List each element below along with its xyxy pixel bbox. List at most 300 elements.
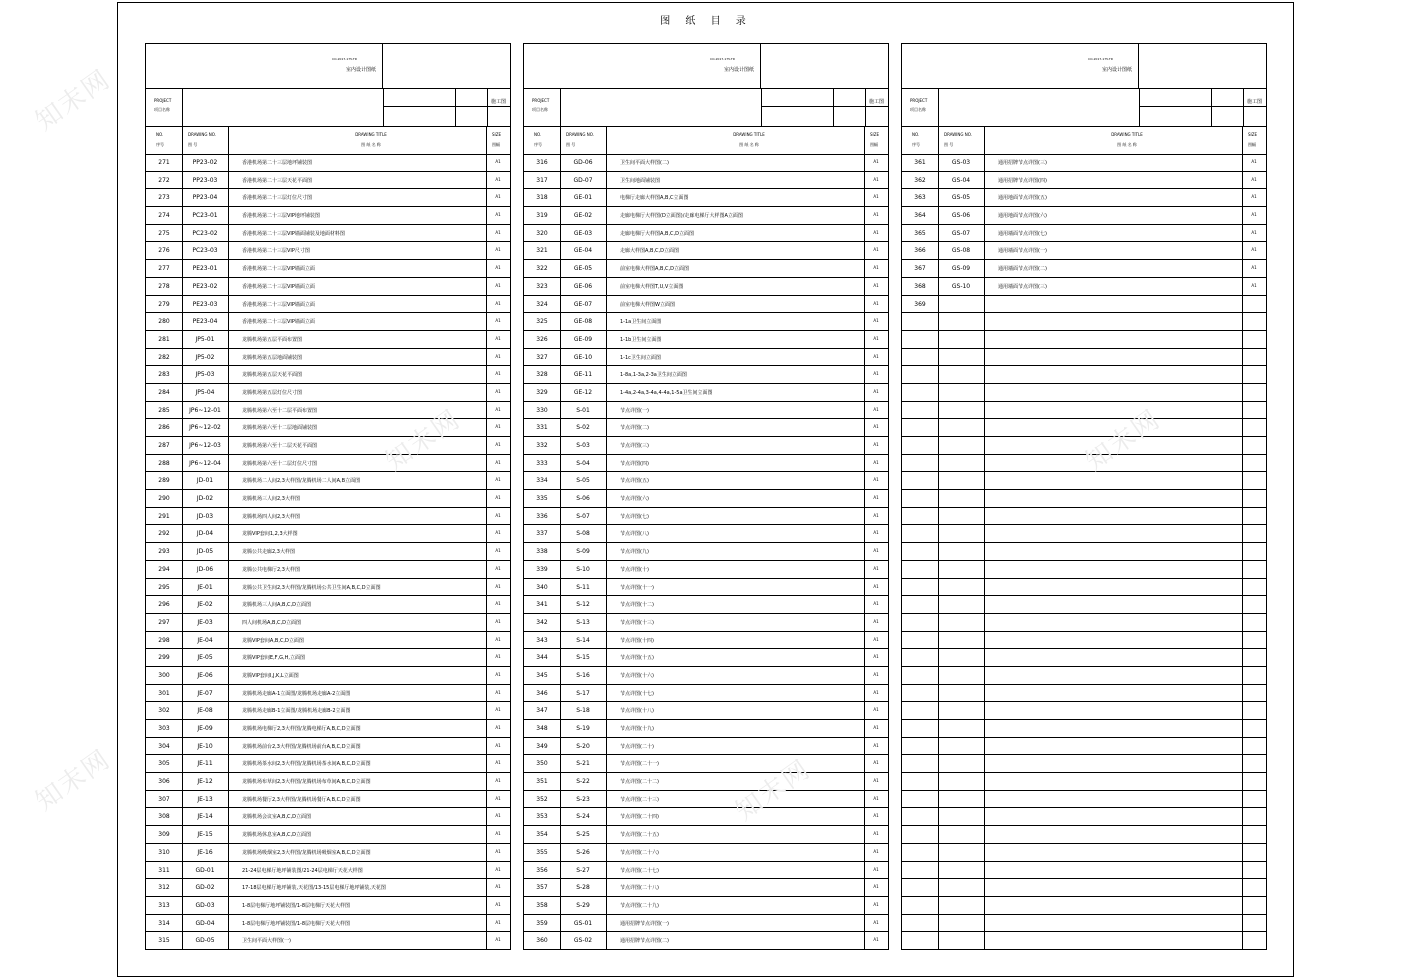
drawing-title: 龙腾机场三人间A,B,C,D立面图 bbox=[242, 602, 311, 609]
drawing-title: 1-8层电梯厅地坪铺装图/1-8层电梯厅天花大样图 bbox=[242, 920, 351, 927]
drawing-title: 节点详图(二十) bbox=[620, 743, 654, 750]
drawing-title: 香港机场第二十三层VIP墙面立面 bbox=[242, 301, 315, 308]
sheet-size: A1 bbox=[873, 848, 879, 854]
sheet-size: A1 bbox=[495, 601, 501, 607]
drawing-number: S-25 bbox=[576, 831, 590, 839]
drawing-number: S-09 bbox=[576, 548, 590, 556]
col-title-cn: 图 纸 名 称 bbox=[739, 142, 759, 147]
drawing-title: 龙腾公共电梯厅2,3大样图 bbox=[242, 566, 300, 573]
table-row bbox=[524, 349, 888, 367]
table-row bbox=[524, 808, 888, 826]
row-number: 343 bbox=[536, 636, 548, 644]
drawing-title: 通用墙面节点详图(三) bbox=[998, 283, 1047, 290]
drawing-title: 走廊电梯厅大样图A,B,C,D立面图 bbox=[620, 230, 694, 237]
row-number: 362 bbox=[914, 176, 926, 184]
row-number: 313 bbox=[158, 901, 170, 909]
table-row bbox=[524, 738, 888, 756]
drawing-number: GE-11 bbox=[573, 371, 593, 379]
drawing-number: JE-07 bbox=[197, 689, 213, 697]
drawing-number: JP6~12-03 bbox=[189, 442, 221, 449]
sheet-size: A1 bbox=[873, 477, 879, 483]
table-row bbox=[524, 932, 888, 950]
drawing-title: 香港机场第二十三层天花平面图 bbox=[242, 177, 313, 184]
row-number: 290 bbox=[158, 495, 170, 503]
table-row bbox=[146, 437, 510, 455]
drawing-number: S-14 bbox=[576, 636, 590, 644]
drawing-number: S-20 bbox=[576, 742, 590, 750]
table-row bbox=[902, 755, 1266, 773]
sheet-size: A1 bbox=[873, 919, 879, 925]
col-no-en: NO. bbox=[912, 132, 920, 137]
row-number: 322 bbox=[536, 265, 548, 273]
col-size-cn: 图幅 bbox=[1248, 142, 1256, 147]
table-row bbox=[146, 313, 510, 331]
row-number: 363 bbox=[914, 194, 926, 202]
row-number: 299 bbox=[158, 654, 170, 662]
row-number: 298 bbox=[158, 636, 170, 644]
drawing-title: 龙腾机场第六至十二层灯位尺寸图 bbox=[242, 460, 318, 467]
drawing-number: GE-04 bbox=[573, 247, 593, 255]
drawing-number: S-06 bbox=[576, 495, 590, 503]
drawing-number: S-23 bbox=[576, 795, 590, 803]
sheet-size: A1 bbox=[495, 176, 501, 182]
watermark: 知末网 bbox=[30, 744, 117, 817]
drawing-number: GE-10 bbox=[573, 353, 593, 361]
table-row bbox=[146, 755, 510, 773]
table-row bbox=[146, 596, 510, 614]
table-row bbox=[902, 561, 1266, 579]
drawing-title: 龙腾公共卫生间2,3大样图/龙腾机场公共卫生间A,B,C,D立面图 bbox=[242, 584, 381, 591]
col-no-cn: 序号 bbox=[534, 142, 542, 147]
project-label-cn: 项目名称 bbox=[532, 107, 548, 112]
sheet-size: A1 bbox=[1251, 194, 1257, 200]
drawing-number: JE-08 bbox=[197, 707, 213, 715]
drawing-title: 节点详图(八) bbox=[620, 531, 649, 538]
drawing-title: 前室电梯大样图W立面图 bbox=[620, 301, 675, 308]
drawing-title: 香港机场第二十三层VIP墙面立面 bbox=[242, 266, 315, 273]
table-row bbox=[902, 278, 1266, 296]
drawing-title: 1-1b卫生间立面图 bbox=[620, 336, 662, 343]
sheet-size: A1 bbox=[873, 212, 879, 218]
project-label-en: PROJECT bbox=[154, 98, 172, 103]
drawing-number: S-12 bbox=[576, 601, 590, 609]
drawing-title: 龙腾VIP套间E,F,G,H,立面图 bbox=[242, 655, 305, 662]
drawing-number: JP5-01 bbox=[195, 335, 215, 343]
drawing-number: GE-07 bbox=[573, 300, 593, 308]
sheet-size: A1 bbox=[873, 442, 879, 447]
sheet-size: A1 bbox=[495, 194, 501, 200]
drawing-number: JD-03 bbox=[196, 512, 214, 520]
drawing-title: 17-18层电梯厅地坪铺装,天花图/13-15层电梯厅地坪铺装,天花图 bbox=[242, 885, 386, 892]
table-row bbox=[524, 366, 888, 384]
table-row bbox=[524, 773, 888, 791]
table-row bbox=[524, 844, 888, 862]
row-number: 352 bbox=[536, 795, 548, 803]
sheet-size: A1 bbox=[495, 159, 501, 164]
sheet-size: A1 bbox=[873, 548, 879, 554]
drawing-number: GS-10 bbox=[951, 282, 971, 290]
table-row bbox=[902, 862, 1266, 880]
table-row bbox=[902, 172, 1266, 190]
drawing-title: 龙腾公共走廊2,3大样图 bbox=[242, 549, 295, 556]
drawing-title: 节点详图(二十九) bbox=[620, 902, 659, 909]
row-number: 357 bbox=[536, 884, 548, 892]
drawing-number: S-04 bbox=[576, 459, 590, 467]
drawing-number: S-01 bbox=[576, 406, 590, 414]
table-row bbox=[146, 561, 510, 579]
sheet-size: A1 bbox=[873, 176, 879, 182]
drawing-title: 节点详图(四) bbox=[620, 460, 649, 467]
table-row bbox=[524, 296, 888, 314]
table-row bbox=[146, 791, 510, 809]
drawing-title: 1-8层电梯厅地坪铺装图/1-8层电梯厅天花大样图 bbox=[242, 902, 351, 909]
sheet-size: A1 bbox=[495, 654, 501, 660]
drawing-title: 龙腾机场餐厅2,3大样图/龙腾机场餐厅A,B,C,D立面图 bbox=[242, 796, 361, 803]
col-drawing-no-cn: 图 号 bbox=[566, 142, 576, 147]
table-row bbox=[146, 579, 510, 597]
row-number: 285 bbox=[158, 406, 170, 414]
drawing-title: 1-8a,1-3a,2-3a卫生间立面图 bbox=[620, 372, 687, 379]
row-number: 355 bbox=[536, 848, 548, 856]
sheet-size: A1 bbox=[495, 459, 501, 465]
row-number: 292 bbox=[158, 530, 170, 538]
table-row bbox=[902, 508, 1266, 526]
sheet-size: A1 bbox=[495, 778, 501, 784]
drawing-title: 节点详图(二十一) bbox=[620, 761, 659, 768]
stage-label: 施工图 bbox=[1247, 99, 1263, 105]
drawing-number: GD-01 bbox=[195, 866, 215, 874]
table-row bbox=[902, 472, 1266, 490]
row-number: 368 bbox=[914, 282, 926, 290]
table-row bbox=[146, 472, 510, 490]
sheet-size: A1 bbox=[873, 583, 879, 589]
drawing-number: S-15 bbox=[576, 654, 590, 662]
drawing-title: 龙腾机场前台2,3大样图/龙腾机场前台A,B,C,D立面图 bbox=[242, 743, 361, 750]
col-size-en: SIZE bbox=[1248, 132, 1257, 137]
table-row bbox=[524, 543, 888, 561]
sheet-code: CO-2017-175-TD bbox=[710, 57, 736, 61]
drawing-title: 节点详图(二十三) bbox=[620, 796, 659, 803]
table-row bbox=[524, 437, 888, 455]
drawing-number: GS-01 bbox=[573, 919, 593, 927]
drawing-title: 前室电梯大样图T,U,V立面图 bbox=[620, 283, 684, 290]
row-number: 341 bbox=[536, 601, 548, 609]
table-row bbox=[146, 242, 510, 260]
table-row bbox=[146, 667, 510, 685]
drawing-title: 节点详图(七) bbox=[620, 513, 649, 520]
sheet-code: CO-2017-175-TD bbox=[332, 57, 358, 61]
drawing-title: 节点详图(十八) bbox=[620, 708, 654, 715]
row-number: 366 bbox=[914, 247, 926, 255]
row-number: 279 bbox=[158, 300, 170, 308]
table-row bbox=[524, 278, 888, 296]
drawing-title: 龙腾机场第五层平面布置图 bbox=[242, 336, 303, 343]
sheet-size: A1 bbox=[495, 229, 501, 235]
row-number: 316 bbox=[536, 159, 548, 166]
row-number: 287 bbox=[158, 442, 170, 449]
table-row bbox=[524, 455, 888, 473]
table-row bbox=[524, 242, 888, 260]
drawing-title: 龙腾机场四人间2,3大样图 bbox=[242, 513, 300, 520]
drawing-title: 龙腾机场第五层天花平面图 bbox=[242, 372, 303, 379]
watermark: 知末网 bbox=[30, 64, 117, 137]
drawing-title: 卫生间平面大样图(一) bbox=[242, 938, 291, 945]
row-number: 289 bbox=[158, 477, 170, 485]
table-row bbox=[524, 472, 888, 490]
sheet-size: A1 bbox=[873, 813, 879, 819]
row-number: 367 bbox=[914, 265, 926, 273]
table-row bbox=[146, 207, 510, 225]
drawing-title: 节点详图(二十四) bbox=[620, 814, 659, 821]
row-number: 317 bbox=[536, 176, 548, 184]
row-number: 281 bbox=[158, 335, 170, 343]
col-size-cn: 图幅 bbox=[870, 142, 878, 147]
drawing-number: S-28 bbox=[576, 884, 590, 892]
drawing-title: 龙腾机场二人间2,3大样图/龙腾机场二人间A,B立面图 bbox=[242, 478, 361, 485]
sheet-size: A1 bbox=[873, 866, 879, 872]
row-number: 315 bbox=[158, 937, 170, 945]
sheet-size: A1 bbox=[495, 884, 501, 890]
row-number: 335 bbox=[536, 495, 548, 503]
drawing-title: 走廊电梯厅大样图(D立面图)/走廊电梯厅大样图A立面图 bbox=[620, 213, 743, 220]
drawing-number: S-26 bbox=[576, 848, 590, 856]
drawing-number: S-07 bbox=[576, 512, 590, 520]
row-number: 337 bbox=[536, 530, 548, 538]
drawing-title: 1-1c卫生间立面图 bbox=[620, 354, 661, 361]
table-row bbox=[524, 702, 888, 720]
drawing-number: JE-14 bbox=[197, 813, 213, 821]
drawing-number: JE-03 bbox=[197, 618, 213, 626]
project-label-en: PROJECT bbox=[532, 98, 550, 103]
drawing-number: GS-07 bbox=[951, 229, 971, 237]
table-row bbox=[524, 172, 888, 190]
drawing-title: 节点详图(十) bbox=[620, 566, 649, 573]
col-title-cn: 图 纸 名 称 bbox=[361, 142, 381, 147]
sheet-code: CO-2017-175-TD bbox=[1088, 57, 1114, 61]
drawing-title: 节点详图(六) bbox=[620, 496, 649, 503]
sheet-size: A1 bbox=[495, 371, 501, 377]
table-row bbox=[146, 632, 510, 650]
table-row bbox=[902, 720, 1266, 738]
row-number: 310 bbox=[158, 848, 170, 856]
drawing-title: 21-24层电梯厅地坪铺装图/21-24层电梯厅天花大样图 bbox=[242, 867, 363, 874]
drawing-title: 节点详图(十四) bbox=[620, 637, 654, 644]
sheet-size: A1 bbox=[873, 318, 879, 324]
table-row bbox=[902, 154, 1266, 172]
table-row bbox=[146, 738, 510, 756]
table-row bbox=[146, 278, 510, 296]
drawing-title: 前室电梯大样图A,B,C,D立面图 bbox=[620, 266, 689, 273]
drawing-title: 龙腾机场走廊B-1立面图/龙腾机场走廊B-2立面图 bbox=[242, 708, 351, 715]
sheet-size: A1 bbox=[873, 388, 879, 394]
drawing-title: 节点详图(二十二) bbox=[620, 779, 659, 786]
drawing-number: GD-07 bbox=[573, 176, 593, 184]
sheet-size: A1 bbox=[495, 937, 501, 943]
row-number: 342 bbox=[536, 618, 548, 626]
sheet-size: A1 bbox=[873, 565, 879, 571]
drawing-number: S-11 bbox=[576, 583, 590, 591]
row-number: 312 bbox=[158, 884, 170, 892]
drawing-title: 节点详图(二十六) bbox=[620, 849, 659, 856]
sheet-size: A1 bbox=[873, 353, 879, 359]
drawing-title: 四人间机场A,B,C,D立面图 bbox=[242, 619, 301, 626]
drawing-title: 节点详图(一) bbox=[620, 407, 649, 414]
table-row bbox=[146, 915, 510, 933]
drawing-title: 龙腾机场茶水间2,3大样图/龙腾机场茶水间A,B,C,D立面图 bbox=[242, 761, 371, 768]
table-row bbox=[146, 508, 510, 526]
table-row bbox=[524, 331, 888, 349]
sheet-size: A1 bbox=[873, 689, 879, 695]
row-number: 303 bbox=[158, 725, 170, 732]
stage-label: 施工图 bbox=[491, 99, 507, 105]
table-row bbox=[902, 649, 1266, 667]
sheet-size: A1 bbox=[495, 618, 501, 624]
drawing-number: GD-04 bbox=[195, 919, 215, 927]
row-number: 314 bbox=[158, 919, 170, 927]
drawing-number: S-22 bbox=[576, 778, 590, 786]
row-number: 306 bbox=[158, 778, 170, 786]
drawing-number: PE23-01 bbox=[192, 265, 218, 273]
drawing-number: JE-16 bbox=[197, 848, 213, 856]
table-row bbox=[524, 826, 888, 844]
table-row bbox=[902, 738, 1266, 756]
drawing-title: 龙腾机场会议室A,B,C,D立面图 bbox=[242, 814, 311, 821]
row-number: 359 bbox=[536, 919, 548, 927]
row-number: 293 bbox=[158, 548, 170, 556]
sheet-size: A1 bbox=[495, 795, 501, 801]
table-row bbox=[524, 490, 888, 508]
drawing-number: PE23-02 bbox=[192, 282, 218, 290]
sheet-size: A1 bbox=[1251, 176, 1257, 182]
drawing-number: PP23-02 bbox=[192, 159, 218, 166]
sheet-size: A1 bbox=[495, 548, 501, 554]
watermark: 知末网 bbox=[1080, 404, 1167, 477]
drawing-number: S-10 bbox=[576, 565, 590, 573]
sheet-size: A1 bbox=[1251, 212, 1257, 218]
table-row bbox=[524, 632, 888, 650]
sheet-size: A1 bbox=[873, 371, 879, 377]
row-number: 309 bbox=[158, 831, 170, 839]
drawing-number: GS-09 bbox=[951, 265, 971, 273]
drawing-number: JD-05 bbox=[196, 548, 214, 556]
row-number: 282 bbox=[158, 353, 170, 361]
drawing-title: 龙腾机场第五层灯位尺寸图 bbox=[242, 389, 303, 396]
drawing-number: GD-02 bbox=[195, 884, 215, 892]
table-row bbox=[902, 826, 1266, 844]
sheet-size: A1 bbox=[873, 282, 879, 288]
row-number: 327 bbox=[536, 353, 548, 361]
drawing-title: 通用招牌节点详图(一) bbox=[620, 920, 669, 927]
table-row bbox=[146, 225, 510, 243]
watermark: 知末网 bbox=[380, 404, 467, 477]
table-row bbox=[902, 897, 1266, 915]
col-no-en: NO. bbox=[534, 132, 542, 137]
row-number: 338 bbox=[536, 548, 548, 556]
row-number: 364 bbox=[914, 212, 926, 220]
drawing-number: S-18 bbox=[576, 707, 590, 715]
sheet-size: A1 bbox=[495, 353, 501, 359]
drawing-number: JE-09 bbox=[197, 725, 213, 732]
table-row bbox=[524, 897, 888, 915]
drawing-title: 龙腾机场三人间2,3大样图 bbox=[242, 496, 300, 503]
table-row bbox=[902, 242, 1266, 260]
drawing-title: 节点详图(二十八) bbox=[620, 885, 659, 892]
drawing-title: 龙腾机场吸烟室2,3大样图/龙腾机场吸烟室A,B,C,D立面图 bbox=[242, 849, 371, 856]
row-number: 356 bbox=[536, 866, 548, 874]
drawing-number: S-02 bbox=[576, 424, 590, 432]
col-drawing-no-en: DRAWING NO. bbox=[188, 132, 216, 137]
col-drawing-no-en: DRAWING NO. bbox=[944, 132, 972, 137]
sheet-subtitle: 室内设计图纸 bbox=[1102, 67, 1133, 73]
table-row bbox=[902, 402, 1266, 420]
sheet-size: A1 bbox=[495, 901, 501, 907]
table-row bbox=[524, 596, 888, 614]
sheet-size: A1 bbox=[873, 530, 879, 536]
table-row bbox=[524, 879, 888, 897]
drawing-title: 节点详图(五) bbox=[620, 478, 649, 485]
index-rows bbox=[902, 154, 1266, 950]
drawing-number: S-03 bbox=[576, 442, 590, 449]
table-row bbox=[146, 773, 510, 791]
table-row bbox=[146, 366, 510, 384]
drawing-title: 通用招牌节点详图(三) bbox=[998, 160, 1047, 166]
table-row bbox=[524, 649, 888, 667]
drawing-title: 龙腾VIP套间I,J,K,L立面图 bbox=[242, 672, 299, 679]
row-number: 288 bbox=[158, 459, 170, 467]
table-row bbox=[146, 172, 510, 190]
sheet-size: A1 bbox=[495, 742, 501, 748]
drawing-number: JE-04 bbox=[197, 636, 213, 644]
drawing-number: S-13 bbox=[576, 618, 590, 626]
drawing-number: JE-01 bbox=[197, 583, 213, 591]
table-row bbox=[146, 614, 510, 632]
drawing-title: 电梯厅走廊大样图A,B,C立面图 bbox=[620, 195, 689, 202]
index-panel-2 bbox=[523, 43, 889, 950]
table-row bbox=[524, 154, 888, 172]
row-number: 301 bbox=[158, 689, 170, 697]
sheet-size: A1 bbox=[873, 707, 879, 713]
drawing-number: S-17 bbox=[576, 689, 590, 697]
table-row bbox=[524, 313, 888, 331]
table-row bbox=[524, 667, 888, 685]
sheet-size: A1 bbox=[495, 707, 501, 713]
col-size-en: SIZE bbox=[870, 132, 879, 137]
table-row bbox=[902, 579, 1266, 597]
drawing-number: GS-06 bbox=[951, 212, 971, 220]
row-number: 321 bbox=[536, 247, 548, 255]
column-header bbox=[902, 126, 1266, 155]
row-number: 330 bbox=[536, 406, 548, 414]
sheet-size: A1 bbox=[495, 495, 501, 501]
sheet-size: A1 bbox=[495, 318, 501, 324]
table-row bbox=[146, 189, 510, 207]
project-label-cn: 项目名称 bbox=[154, 107, 170, 112]
drawing-title: 节点详图(十七) bbox=[620, 690, 654, 697]
drawing-title: 香港机场第二十三层VIP地坪铺装图 bbox=[242, 213, 320, 220]
drawing-title: 通用地面节点详图(五) bbox=[998, 195, 1047, 202]
drawing-title: 节点详图(十六) bbox=[620, 672, 654, 679]
row-number: 308 bbox=[158, 813, 170, 821]
drawing-title: 通用招牌节点详图(二) bbox=[620, 938, 669, 945]
drawing-title: 卫生间平面大样图(二) bbox=[620, 160, 669, 166]
drawing-title: 香港机场第二十三层灯位尺寸图 bbox=[242, 195, 313, 202]
drawing-number: GE-02 bbox=[573, 212, 593, 220]
drawing-number: JD-02 bbox=[196, 495, 214, 503]
col-no-cn: 序号 bbox=[912, 142, 920, 147]
drawing-number: GE-03 bbox=[573, 229, 593, 237]
sheet-size: A1 bbox=[495, 866, 501, 872]
row-number: 286 bbox=[158, 424, 170, 432]
